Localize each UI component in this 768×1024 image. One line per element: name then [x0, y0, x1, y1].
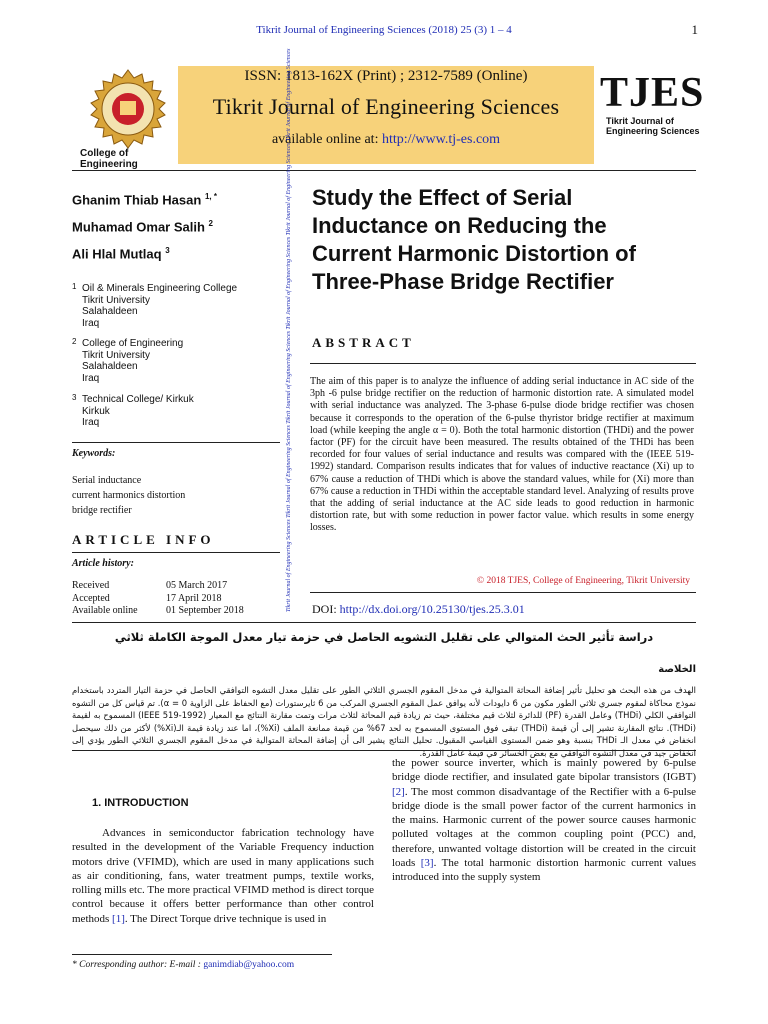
available-online: [178, 132, 594, 148]
author-name: Ali Hlal Mutlaq: [72, 246, 162, 262]
article-info-heading: ARTICLE INFO: [72, 532, 215, 547]
college-logo-caption: College of Engineering: [80, 148, 138, 170]
ref-link-3[interactable]: [3]: [420, 857, 434, 870]
intro-left-column: [72, 826, 374, 926]
vertical-journal-watermark: [286, 48, 300, 612]
copyright: © 2018 TJES, College of Engineering, Tikrit University: [476, 576, 690, 586]
journal-url-link[interactable]: http://www.tj-es.com: [381, 132, 501, 147]
doi-line: [312, 602, 525, 617]
abstract-heading: ABSTRACT: [312, 335, 415, 350]
intro-text: . The Direct Torque drive technique is used in: [124, 912, 327, 925]
intro-text: . The most common disadvantage of the Rectifier with a 6-pulse bridge diode is the small power factor of the current harmonics in the mains. Harmonic current of the power source causes harmonic polluted voltages at the common coupling point (PCC) and, therefore, unwanted voltage distortion will be created in the circuit loads: [392, 785, 696, 870]
footnote: [72, 960, 294, 970]
doi-label: DOI:: [312, 602, 340, 616]
history-row-accepted: [72, 593, 282, 606]
title-line: Inductance on Reducing the: [312, 213, 607, 238]
keywords-rule: [72, 442, 280, 443]
issn-line: ISSN: 1813-162X (Print) ; 2312-7589 (Online): [244, 68, 528, 84]
keywords-label: Keywords: [72, 448, 112, 459]
copyright-rule: [310, 592, 696, 593]
article-info-rule: [72, 552, 280, 553]
header-rule: [72, 170, 696, 171]
page-number: 1: [691, 22, 698, 37]
ref-link-1[interactable]: [1]: [112, 912, 125, 925]
affiliation-2: [72, 338, 272, 386]
tjes-logo-text: TJES: [600, 70, 705, 116]
keyword-item: current harmonics distortion: [72, 490, 186, 501]
author-1: [72, 192, 217, 207]
article-history: [72, 580, 282, 618]
intro-text: . The total harmonic distortion harmonic current values introduced into the supply system: [392, 857, 696, 884]
intro-right-column: [392, 756, 696, 885]
footnote-label: * Corresponding author: E-mail :: [72, 960, 204, 970]
author-name: Muhamad Omar Salih: [72, 219, 205, 235]
history-value: 05 March 2017: [166, 580, 228, 591]
arabic-summary: الهدف من هذه البحث هو تحليل تأثير إضافة المحاثة المتوالية في مدخل المقوم الجسري الثلاثي الطور على تقليل معدل التشوه التوافقي الحاصل في حزمة التيار المتردد باستخدام نموذج محاكاة لمقوم جسري ثلاثي الطور مكون من 6 دايودات لأنه يوافق عمل المقوم الجسري المركب من 6 ثايرستورات (مع الحفاظ على الزاوية α = 0). تم قياس كل من التشوه التوافقي الكلي (THDi) وعامل القدرة (PF) للدائرة لثلاث قيم مختلفة، حيث تم زيادة قيم المحاثة لثلاث مرات وتمت مقارنة النتائج مع المعيار (IEEE 519-1992) المسموح به لقيمة (THDi). نتائج المقارنة تشير إلى أن قيمة (THDi) تبقى فوق المستوى المسموح به لحد 67% من قيمة ممانعة الملف (Xi%)، اما عند زيادة قيمة الـ(Xi%) لأكثر من ذلك سيحصل انخفاض في معدل الـ THDi بنسبة وهو ضمن المستوى القياسي المقبول. تحليل النتائج يشير الى أن إضافة المحاثة المتوالية في مدخل المقوم الجسري الثلاثي الطور يؤدي إلى انخفاض جيد في معدل التشوه التوافقي مع بعض الخسائر في قيمة عامل القدرة.: [72, 685, 697, 758]
history-label: Received: [72, 580, 110, 591]
arabic-summary-heading: الخلاصة: [658, 664, 696, 675]
intro-text: the power source inverter, which is mainly powered by 6-pulse bridge diode rectifier, and insulated gate bipolar transistors (IGBT): [392, 757, 696, 784]
available-online-label: available online at:: [271, 132, 382, 147]
tjes-logo-sub1: Tikrit Journal of: [606, 116, 674, 126]
title-line: Three-Phase Bridge Rectifier: [312, 269, 614, 294]
abstract-rule: [310, 363, 696, 364]
author-name: Ghanim Thiab Hasan: [72, 192, 202, 208]
tjes-logo-sub2: Engineering Sciences: [606, 126, 700, 136]
author-sup: 2: [208, 219, 213, 228]
keyword-item: Serial inductance: [72, 475, 142, 486]
arabic-title: دراسة تأثير الحث المتوالي على تقليل التشويه الحاصل في حزمة تيار معدل الموجة الكاملة ثلاثي: [114, 630, 654, 644]
title-line: Study the Effect of Serial: [312, 185, 573, 210]
history-value: 17 April 2018: [166, 592, 222, 604]
ref-link-2[interactable]: [2]: [392, 785, 405, 798]
affiliation-text: Oil & Minerals Engineering College Tikrit University Salahaldeen Iraq: [82, 283, 238, 329]
abstract-text: The aim of this paper is to analyze the influence of adding serial inductance in AC side of the 3ph -6 pulse bridge rectifier on the reduction of harmonic distortion rate. A simulated model with serial inductance was analyzed. The 3-phase 6-pulse diode bridge rectifier was chosen because it corresponds to the operation of the 6-pulse thyristor bridge rectifier at maximum load (while keeping the angle α = 0). Both the total harmonic distortion (THDi) and the power factor (PF) for the circuit have been measured. The results obtained of the THDi has been recorded for four values of serial inductance and results was compared with the (IEEE 519-1992) standard. Comparison results indicates that for values of inductive reactance (Xi) up to 67% cause a reduction of THDi which is above the standard values, while for (Xi) more than 67% cause a reduction in THDi within the acceptable standard level. Analyzing of results prove that the adding of serial inductance at the AC side leads to good reduction in harmonic distortion rate, but with some reduction in power factor value. which results in some energy losses.: [310, 376, 694, 534]
affiliation-number: 3: [72, 393, 77, 402]
affiliation-number: 2: [72, 337, 77, 346]
history-label: Accepted: [72, 592, 110, 604]
footnote-rule: [72, 954, 332, 955]
affiliation-3: [72, 394, 272, 430]
running-title: Tikrit Journal of Engineering Sciences (2018) 25 (3) 1 – 4: [256, 24, 512, 36]
article-history-label: Article history:: [72, 558, 134, 569]
intro-heading: 1. INTRODUCTION: [92, 797, 189, 809]
history-label: Available online: [72, 605, 138, 616]
history-row-received: [72, 580, 282, 593]
author-3: [72, 246, 170, 261]
watermark-text: Tikrit Journal of Engineering Sciences Tikrit Journal of Engineering Sciences Tikrit Journal of Engineering Sciences Tikrit Journal of Engineering Sciences Tikrit Journal of Engineering Sciences Tikrit Journal of Engineering Sciences: [286, 48, 292, 612]
intro-text: Advances in semiconductor fabrication technology have resulted in the development of the Variable Frequency induction motors drive (VFIMD), which are used in many applications such as air conditioning, fans, water treatment pumps, textile works, rolling mills etc. The more practical VFIMD method is direct torque control because it offers better performance than other control methods: [72, 827, 374, 925]
author-sup: 3: [165, 246, 170, 255]
affiliation-text: College of Engineering Tikrit University Salahaldeen Iraq: [82, 338, 184, 384]
doi-rule: [72, 622, 696, 623]
title-line: Current Harmonic Distortion of: [312, 241, 636, 266]
affiliation-1: [72, 283, 272, 331]
intro-rule: [72, 750, 696, 751]
article-title: [312, 184, 712, 296]
keywords-heading: Keywords:: [72, 448, 116, 459]
doi-link[interactable]: http://dx.doi.org/10.25130/tjes.25.3.01: [339, 602, 525, 616]
keywords-list: [72, 473, 185, 518]
author-email-link[interactable]: ganimdiab@yahoo.com: [203, 960, 295, 970]
affiliation-number: 1: [72, 282, 77, 291]
history-value: 01 September 2018: [166, 605, 244, 616]
author-sup: 1, *: [204, 192, 217, 201]
tjes-logo: [600, 70, 705, 162]
affiliation-text: Technical College/ Kirkuk Kirkuk Iraq: [82, 394, 194, 428]
journal-title: Tikrit Journal of Engineering Sciences: [212, 94, 560, 119]
history-row-online: [72, 605, 282, 618]
author-2: [72, 219, 213, 234]
keyword-item: bridge rectifier: [72, 505, 132, 516]
